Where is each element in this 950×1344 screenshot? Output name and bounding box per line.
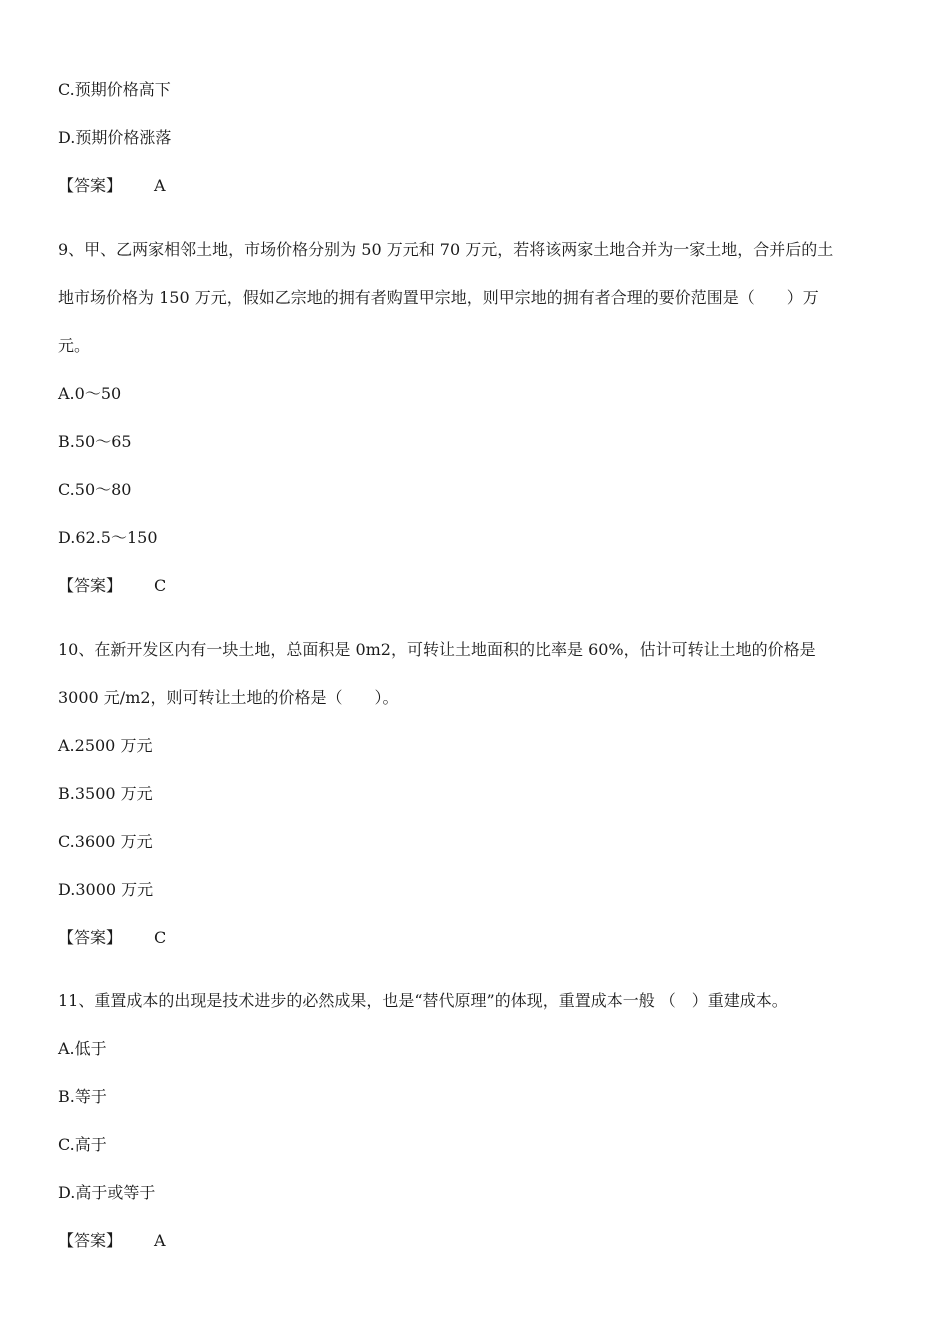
- question-11-line-1: 11、重置成本的出现是技术进步的必然成果，也是“替代原理”的体现，重置成本一般 （ ）重建成本。: [58, 991, 788, 1010]
- question-9-answer-row: [58, 575, 166, 597]
- question-11-option-d: D.高于或等于: [58, 1183, 156, 1202]
- question-9-line-2: 地市场价格为 150 万元，假如乙宗地的拥有者购置甲宗地，则甲宗地的拥有者合理的要价范围是（ ）万: [58, 288, 819, 307]
- question-10-option-a: A.2500 万元: [58, 736, 153, 755]
- question-10-option-c: C.3600 万元: [58, 832, 153, 851]
- answer-value: A: [154, 1231, 166, 1250]
- answer-row: [58, 175, 166, 197]
- answer-label: 【答案】: [58, 576, 123, 595]
- question-11-option-a: A.低于: [58, 1039, 107, 1058]
- question-9-line-3: 元。: [58, 336, 91, 355]
- answer-value: C: [154, 928, 167, 947]
- question-9-option-a: A.0～50: [58, 384, 122, 403]
- answer-value: C: [154, 576, 167, 595]
- option-d: D.预期价格涨落: [58, 128, 172, 147]
- question-10-option-d: D.3000 万元: [58, 880, 154, 899]
- question-9-option-b: B.50～65: [58, 432, 132, 451]
- answer-label: 【答案】: [58, 928, 123, 947]
- question-10-answer-row: [58, 927, 166, 949]
- answer-value: A: [154, 176, 166, 195]
- answer-label: 【答案】: [58, 1231, 123, 1250]
- question-9-option-c: C.50～80: [58, 480, 132, 499]
- question-10-option-b: B.3500 万元: [58, 784, 153, 803]
- question-10-line-2: 3000 元/m2，则可转让土地的价格是（ ）。: [58, 688, 399, 707]
- question-11-option-c: C.高于: [58, 1135, 107, 1154]
- question-11-answer-row: [58, 1230, 166, 1252]
- question-10-line-1: 10、在新开发区内有一块土地，总面积是 0m2，可转让土地面积的比率是 60%，估计可转让土地的价格是: [58, 640, 816, 659]
- question-9-line-1: 9、甲、乙两家相邻土地，市场价格分别为 50 万元和 70 万元，若将该两家土地合并为一家土地，合并后的土: [58, 240, 834, 259]
- option-c: C.预期价格高下: [58, 80, 171, 99]
- question-11-option-b: B.等于: [58, 1087, 107, 1106]
- question-9-option-d: D.62.5～150: [58, 528, 158, 547]
- answer-label: 【答案】: [58, 176, 123, 195]
